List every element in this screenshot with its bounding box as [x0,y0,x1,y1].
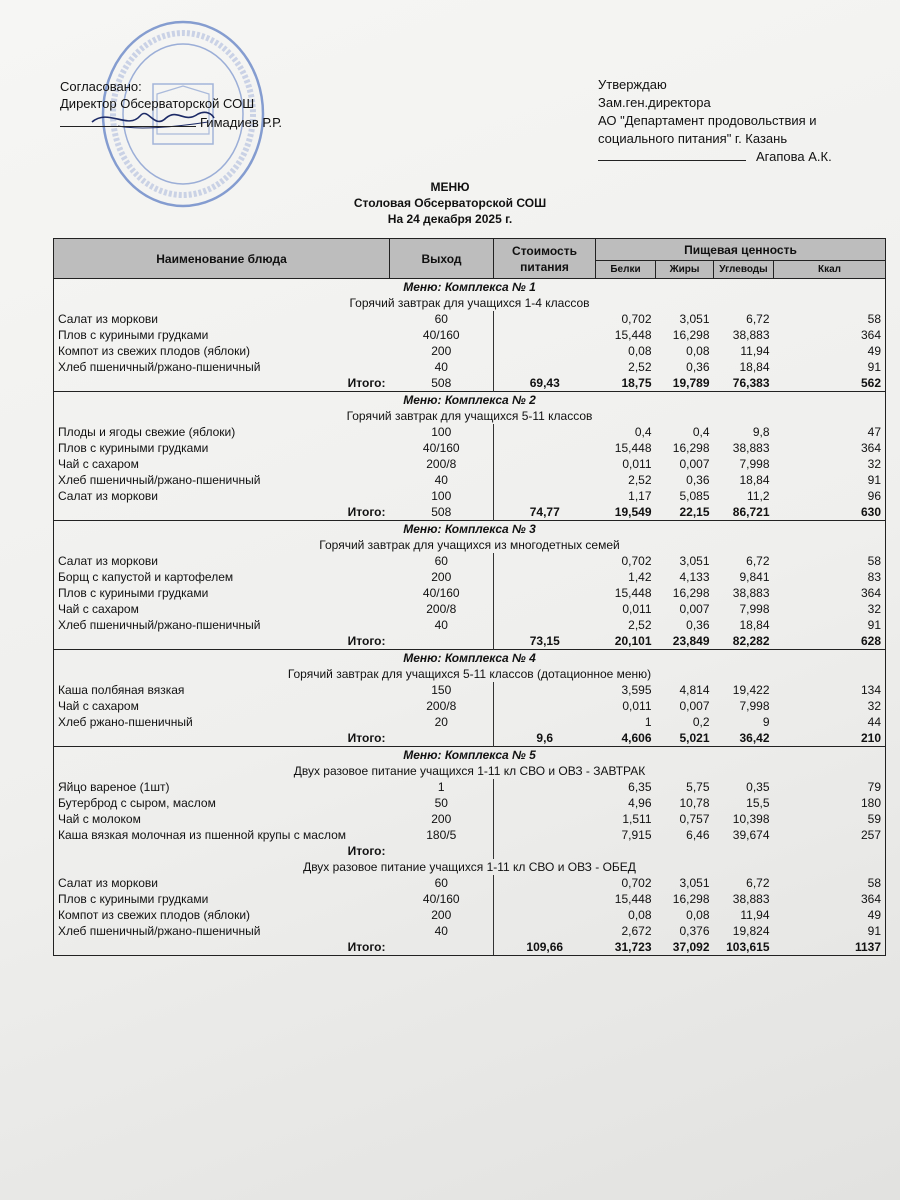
dish-cost [494,359,596,375]
section-heading-row [54,392,886,409]
dish-cost [494,585,596,601]
dish-cost [494,488,596,504]
dish-kcal: 44 [774,714,886,730]
dish-proteins: 15,448 [614,586,652,600]
dish-cost [494,569,596,585]
dish-kcal: 364 [774,891,886,907]
dish-output: 200/8 [390,601,494,617]
dish-name: Хлеб пшеничный/ржано-пшеничный [54,923,390,939]
dish-row [54,327,886,343]
dish-row [54,795,886,811]
dish-row [54,827,886,843]
total-carbs: 76,383 [732,376,770,390]
total-row [54,633,886,650]
dish-carbs: 6,72 [746,876,770,890]
total-output: 508 [390,504,494,521]
dish-output: 200 [390,343,494,359]
total-cost: 69,43 [529,376,560,390]
approval-block-left [60,78,282,131]
dish-proteins: 15,448 [614,328,652,342]
total-label: Итого: [54,375,390,392]
dish-carbs: 38,883 [732,586,770,600]
col-nutrition: Пищевая ценность [596,239,886,261]
dish-proteins: 1,17 [628,489,652,503]
approval-block-right [598,76,832,166]
dish-row [54,359,886,375]
total-output [390,730,494,747]
dish-row [54,472,886,488]
dish-cost [494,311,596,327]
dish-carbs: 11,94 [740,344,770,358]
dish-proteins: 4,96 [628,796,652,810]
dish-cost [494,891,596,907]
director-position: Директор Обсерваторской СОШ [60,96,255,111]
dish-cost [494,343,596,359]
dish-output: 40/160 [390,440,494,456]
section-title: Меню: Комплекса № 3 [54,521,886,538]
dish-fats: 0,007 [679,602,710,616]
total-row [54,730,886,747]
dish-cost [494,617,596,633]
dish-carbs: 19,824 [732,924,770,938]
dish-row [54,714,886,730]
signature-line [60,114,196,127]
total-kcal: 562 [774,375,886,392]
dish-fats: 0,36 [686,618,710,632]
dish-fats: 3,051 [679,554,710,568]
total-carbs: 36,42 [739,731,770,745]
dish-output: 150 [390,682,494,698]
total-proteins: 31,723 [596,939,656,956]
total-output [390,843,494,859]
dish-proteins: 0,08 [628,344,652,358]
dish-fats: 0,4 [692,425,710,439]
dish-row [54,698,886,714]
total-kcal: 1137 [774,939,886,956]
dish-kcal: 32 [774,698,886,714]
dish-output: 60 [390,875,494,891]
dish-name: Плов с куриными грудками [54,585,390,601]
dish-kcal: 32 [774,456,886,472]
col-fats: Жиры [656,261,714,279]
total-carbs: 103,615 [714,939,774,956]
dish-cost [494,601,596,617]
dish-output: 40/160 [390,327,494,343]
dish-cost [494,907,596,923]
dish-row [54,456,886,472]
director-name: Гимадиев Р.Р. [200,115,282,130]
dish-kcal: 91 [774,923,886,939]
dish-fats: 16,298 [672,441,710,455]
total-kcal: 630 [774,504,886,521]
dish-proteins: 1 [644,715,652,729]
total-label: Итого: [54,504,390,521]
dish-cost [494,472,596,488]
dish-row [54,569,886,585]
dish-row [54,617,886,633]
dish-proteins: 15,448 [614,441,652,455]
dish-name: Хлеб пшеничный/ржано-пшеничный [54,472,390,488]
dish-proteins: 1,42 [628,570,652,584]
dish-output: 40 [390,923,494,939]
dish-proteins: 6,35 [628,780,652,794]
dish-kcal: 96 [774,488,886,504]
dish-fats: 0,2 [692,715,710,729]
dish-row [54,923,886,939]
col-kcal: Ккал [774,261,886,279]
dish-output: 200/8 [390,698,494,714]
total-cost: 74,77 [529,505,560,519]
dish-name: Чай с сахаром [54,601,390,617]
col-cost [494,239,596,279]
section-heading-row [54,747,886,764]
dish-row [54,682,886,698]
dish-fats: 4,814 [679,683,710,697]
signature-line-right [598,148,746,161]
total-proteins: 20,101 [614,634,652,648]
total-proteins: 18,75 [621,376,652,390]
dish-cost [494,779,596,795]
total-row [54,375,886,392]
dish-fats: 0,376 [679,924,710,938]
section-heading-row [54,650,886,667]
dish-name: Плов с куриными грудками [54,440,390,456]
total-row [54,843,886,859]
dish-fats: 16,298 [672,328,710,342]
dish-fats: 0,08 [686,908,710,922]
dish-name: Компот из свежих плодов (яблоки) [54,343,390,359]
dish-output: 50 [390,795,494,811]
dish-fats: 0,757 [679,812,710,826]
dish-name: Салат из моркови [54,488,390,504]
section-heading-row [54,537,886,553]
section-subtitle-lunch: Двух разовое питание учащихся 1-11 кл СВО и ОВЗ - ОБЕД [54,859,886,875]
dish-carbs: 18,84 [739,360,770,374]
dish-output: 20 [390,714,494,730]
dish-proteins: 1,511 [622,812,652,826]
dish-proteins: 3,595 [621,683,652,697]
dish-cost [494,553,596,569]
dish-fats: 16,298 [672,586,710,600]
total-proteins: 19,549 [614,505,652,519]
dish-output: 100 [390,424,494,440]
total-label: Итого: [54,939,390,956]
dish-fats: 10,78 [679,796,710,810]
dish-kcal: 47 [774,424,886,440]
dish-name: Хлеб ржано-пшеничный [54,714,390,730]
section-heading-row [54,763,886,779]
dish-output: 40 [390,617,494,633]
dish-carbs: 38,883 [732,328,770,342]
dish-output: 200/8 [390,456,494,472]
dish-cost [494,456,596,472]
dish-carbs: 6,72 [746,312,770,326]
dish-cost [494,698,596,714]
section-heading-row [54,279,886,296]
dish-fats: 0,007 [679,457,710,471]
dish-kcal: 364 [774,327,886,343]
total-output [390,939,494,956]
dish-cost [494,424,596,440]
dish-row [54,601,886,617]
section-subtitle: Двух разовое питание учащихся 1-11 кл СВО и ОВЗ - ЗАВТРАК [54,763,886,779]
dish-output: 200 [390,811,494,827]
dish-proteins: 0,702 [621,554,652,568]
col-cost-line1: Стоимость [512,243,577,258]
dish-kcal: 364 [774,585,886,601]
total-output [390,633,494,650]
dish-carbs: 9,8 [752,425,770,439]
dish-output: 200 [390,907,494,923]
dish-kcal: 49 [774,343,886,359]
dish-output: 40 [390,359,494,375]
section-subtitle: Горячий завтрак для учащихся 1-4 классов [54,295,886,311]
dish-proteins: 2,52 [628,360,652,374]
dish-row [54,875,886,891]
dish-name: Бутерброд с сыром, маслом [54,795,390,811]
total-kcal [774,843,886,859]
dish-row [54,553,886,569]
dish-name: Компот из свежих плодов (яблоки) [54,907,390,923]
total-row [54,939,886,956]
dish-row [54,907,886,923]
dish-cost [494,327,596,343]
dish-proteins: 2,52 [628,473,652,487]
dish-name: Чай с сахаром [54,698,390,714]
dish-name: Плоды и ягоды свежие (яблоки) [54,424,390,440]
dish-output: 40/160 [390,891,494,907]
dish-cost [494,682,596,698]
total-carbs: 82,282 [732,634,770,648]
dish-output: 180/5 [390,827,494,843]
dish-name: Плов с куриными грудками [54,327,390,343]
dish-row [54,311,886,327]
total-fats: 37,092 [656,939,714,956]
approve-label: Утверждаю [598,77,667,92]
dish-name: Каша вязкая молочная из пшенной крупы с маслом [54,827,390,843]
dish-name: Салат из моркови [54,875,390,891]
company-line2: социального питания" г. Казань [598,131,788,146]
dish-cost [494,827,596,843]
dish-kcal: 364 [774,440,886,456]
dish-kcal: 83 [774,569,886,585]
dish-output: 40 [390,472,494,488]
col-proteins: Белки [596,261,656,279]
col-output: Выход [390,239,494,279]
dish-name: Салат из моркови [54,553,390,569]
menu-title: МЕНЮ [430,180,470,194]
total-output: 508 [390,375,494,392]
dish-proteins: 0,08 [628,908,652,922]
dish-cost [494,714,596,730]
dish-carbs: 11,2 [747,489,770,503]
total-cost [494,843,596,859]
dish-carbs: 39,674 [732,828,770,842]
dish-output: 200 [390,569,494,585]
deputy-name: Агапова А.К. [756,149,832,164]
total-label: Итого: [54,633,390,650]
dish-row [54,440,886,456]
dish-kcal: 180 [774,795,886,811]
dish-fats: 6,46 [686,828,710,842]
dish-row [54,891,886,907]
total-fats: 23,849 [672,634,710,648]
dish-cost [494,811,596,827]
dish-fats: 0,08 [686,344,710,358]
dish-proteins: 7,915 [621,828,652,842]
dish-proteins: 0,011 [622,699,652,713]
section-subtitle: Горячий завтрак для учащихся 5-11 классов (дотационное меню) [54,666,886,682]
dish-row [54,488,886,504]
dish-kcal: 58 [774,875,886,891]
section-subtitle: Горячий завтрак для учащихся из многодетных семей [54,537,886,553]
dish-cost [494,795,596,811]
dish-proteins: 0,011 [622,602,652,616]
dish-kcal: 58 [774,553,886,569]
total-kcal: 210 [774,730,886,747]
dish-carbs: 18,84 [739,618,770,632]
dish-proteins: 0,702 [621,312,652,326]
dish-carbs: 7,998 [739,699,770,713]
dish-proteins: 0,4 [634,425,652,439]
section-title: Меню: Комплекса № 4 [54,650,886,667]
dish-cost [494,923,596,939]
dish-proteins: 0,702 [621,876,652,890]
menu-table [53,238,886,956]
dish-name: Хлеб пшеничный/ржано-пшеничный [54,359,390,375]
section-subtitle: Горячий завтрак для учащихся 5-11 классов [54,408,886,424]
col-dish-name: Наименование блюда [54,239,390,279]
dish-proteins: 0,011 [622,457,652,471]
total-proteins [596,843,656,859]
dish-output: 60 [390,311,494,327]
dish-fats: 3,051 [679,876,710,890]
dish-carbs: 7,998 [739,457,770,471]
dish-row [54,811,886,827]
dish-row [54,343,886,359]
section-heading-row [54,521,886,538]
dish-carbs: 11,94 [740,908,770,922]
total-cost: 109,66 [494,939,596,956]
total-kcal: 628 [774,633,886,650]
total-cost: 73,15 [529,634,560,648]
dish-name: Чай с сахаром [54,456,390,472]
dish-carbs: 19,422 [732,683,770,697]
dish-kcal: 91 [774,359,886,375]
dish-name: Салат из моркови [54,311,390,327]
dish-output: 100 [390,488,494,504]
dish-cost [494,440,596,456]
total-label: Итого: [54,730,390,747]
col-cost-line2: питания [520,259,569,274]
dish-name: Чай с молоком [54,811,390,827]
dish-kcal: 59 [774,811,886,827]
dish-fats: 0,007 [679,699,710,713]
section-heading-row [54,408,886,424]
section-heading-row [54,666,886,682]
dish-name: Борщ с капустой и картофелем [54,569,390,585]
dish-name: Яйцо вареное (1шт) [54,779,390,795]
dish-proteins: 15,448 [614,892,652,906]
dish-output: 60 [390,553,494,569]
dish-fats: 4,133 [679,570,710,584]
dish-fats: 5,75 [686,780,710,794]
section-title: Меню: Комплекса № 1 [54,279,886,296]
dish-carbs: 38,883 [732,441,770,455]
dish-kcal: 58 [774,311,886,327]
approved-label: Согласовано: [60,79,142,94]
dish-fats: 0,36 [686,473,710,487]
col-carbs: Углеводы [714,261,774,279]
dish-kcal: 257 [774,827,886,843]
total-cost: 9,6 [536,731,554,745]
section-title: Меню: Комплекса № 5 [54,747,886,764]
dish-kcal: 91 [774,617,886,633]
dish-proteins: 2,52 [628,618,652,632]
total-fats: 19,789 [672,376,710,390]
menu-date: На 24 декабря 2025 г. [387,212,513,226]
total-carbs: 86,721 [732,505,770,519]
dish-kcal: 49 [774,907,886,923]
dish-kcal: 134 [774,682,886,698]
dish-output: 1 [390,779,494,795]
dish-carbs: 18,84 [739,473,770,487]
dish-carbs: 9,841 [739,570,770,584]
section-title: Меню: Комплекса № 2 [54,392,886,409]
canteen-name: Столовая Обсерваторской СОШ [353,196,547,210]
dish-proteins: 2,672 [621,924,652,938]
dish-output: 40/160 [390,585,494,601]
dish-carbs: 9 [762,715,770,729]
dish-kcal: 32 [774,601,886,617]
deputy-position: Зам.ген.директора [598,95,711,110]
dish-kcal: 91 [774,472,886,488]
section-heading-row [54,859,886,875]
dish-carbs: 0,35 [746,780,770,794]
dish-cost [494,875,596,891]
dish-row [54,585,886,601]
total-carbs [714,843,774,859]
dish-row [54,779,886,795]
dish-row [54,424,886,440]
total-label: Итого: [54,843,390,859]
total-fats: 22,15 [679,505,710,519]
dish-fats: 3,051 [679,312,710,326]
dish-name: Плов с куриными грудками [54,891,390,907]
dish-fats: 16,298 [672,892,710,906]
company-line1: АО "Департамент продовольствия и [598,113,817,128]
dish-kcal: 79 [774,779,886,795]
total-fats [656,843,714,859]
dish-carbs: 7,998 [739,602,770,616]
dish-fats: 5,085 [679,489,710,503]
dish-carbs: 10,398 [732,812,770,826]
total-fats: 5,021 [679,731,710,745]
section-heading-row [54,295,886,311]
dish-carbs: 38,883 [732,892,770,906]
menu-body [54,279,886,956]
dish-fats: 0,36 [686,360,710,374]
dish-name: Каша полбяная вязкая [54,682,390,698]
dish-carbs: 6,72 [746,554,770,568]
total-proteins: 4,606 [621,731,652,745]
dish-name: Хлеб пшеничный/ржано-пшеничный [54,617,390,633]
dish-carbs: 15,5 [746,796,770,810]
total-row [54,504,886,521]
